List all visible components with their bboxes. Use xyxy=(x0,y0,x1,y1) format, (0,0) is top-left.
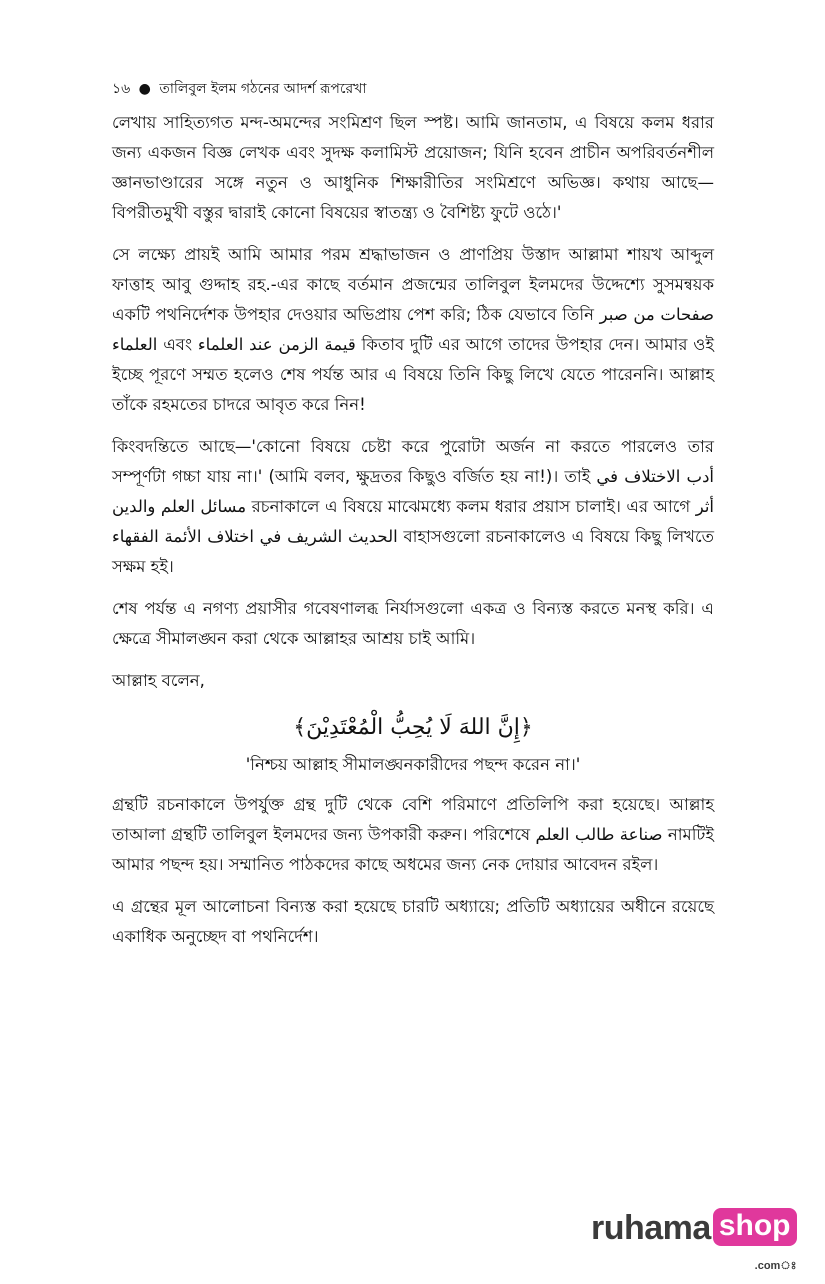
paragraph-7: এ গ্রন্থের মূল আলোচনা বিন্যস্ত করা হয়েছে চারটি অধ্যায়ে; প্রতিটি অধ্যায়ের অধীনে রয়েছে একাধিক অনুচ্ছেদ বা পথনির্দেশ। xyxy=(112,897,714,946)
logo-shop-text: shop xyxy=(718,1209,791,1242)
paragraph-6-text-a: গ্রন্থটি রচনাকালে উপর্যুক্ত গ্রন্থ দুটি থেকে বেশি পরিমাণে প্রতিলিপি করা হয়েছে। আল্লাহ তাআলা গ্রন্থটি তালিবুল ইলমদের জন্য উপকারী করুন। পরিশেষে xyxy=(112,795,714,844)
header-separator: ● xyxy=(138,81,151,97)
arabic-book-title-2: قيمة الزمن عند العلماء xyxy=(197,335,356,354)
verse-translation: 'নিশ্চয় আল্লাহ সীমালঙ্ঘনকারীদের পছন্দ করেন না।' xyxy=(245,755,581,774)
page-body xyxy=(112,78,714,964)
paragraph-2-text-a: সে লক্ষ্যে প্রায়ই আমি আমার পরম শ্রদ্ধাভাজন ও প্রাণপ্রিয় উস্তাদ আল্লামা শায়খ আব্দুল ফাত্তাহ আবু গুদ্দাহ রহ.-এর কাছে বর্তমান প্রজন্মের তালিবুল ইলমদের উদ্দেশ্যে সুসমন্বয়ক একটি পথনির্দেশক উপহার দেওয়ার অভিপ্রায় পেশ করি; ঠিক যেভাবে তিনি xyxy=(112,245,714,324)
paragraph-4: শেষ পর্যন্ত এ নগণ্য প্রয়াসীর গবেষণালব্ধ নির্যাসগুলো একত্র ও বিন্যস্ত করতে মনস্থ করি। এ ক্ষেত্রে সীমালঙ্ঘন করা থেকে আল্লাহর আশ্রয় চাই আমি। xyxy=(112,599,714,648)
arabic-book-title-4: أثر الحديث الشريف في اختلاف الأئمة الفقهاء xyxy=(112,497,714,546)
arabic-book-title-1: صفحات من صبر العلماء xyxy=(112,305,714,354)
running-header xyxy=(112,78,714,100)
paragraph-6-text-b: নামটিই আমার পছন্দ হয়। সম্মানিত পাঠকদের কাছে অধমের জন্য নেক দোয়ার আবেদন রইল। xyxy=(112,825,714,874)
paragraph-2-text-b: এবং xyxy=(163,335,193,354)
ruhamashop-logo xyxy=(591,1208,797,1272)
paragraph-2 xyxy=(112,240,714,420)
paragraph-2-text-c: কিতাব দুটি এর আগে তাদের উপহার দেন। আমার ওই ইচ্ছে পূরণে সম্মত হলেও শেষ পর্যন্ত আর এ বিষয়ে তিনি কিছু লিখে যেতে পারেননি। আল্লাহ তাঁকে রহমতের চাদরে আবৃত করে নিন! xyxy=(112,335,714,414)
quran-verse: ﴿إِنَّ اللهَ لَا يُحِبُّ الْمُعْتَدِيْنَ﴾ xyxy=(293,715,533,740)
arabic-book-title-5: صناعة طالب العلم xyxy=(535,825,663,844)
paragraph-3-text-c: বাহাসগুলো রচনাকালেও এ বিষয়ে কিছু লিখতে সক্ষম হই। xyxy=(112,527,715,576)
logo-domain-suffix: .comঃ xyxy=(754,1260,797,1272)
logo-shop-box xyxy=(713,1208,797,1272)
paragraph-5: আল্লাহ বলেন, xyxy=(112,671,205,690)
paragraph-1: লেখায় সাহিত্যগত মন্দ-অমন্দের সংমিশ্রণ ছিল স্পষ্ট। আমি জানতাম, এ বিষয়ে কলম ধরার জন্য একজন বিজ্ঞ লেখক এবং সুদক্ষ কলামিস্ট প্রয়োজন; যিনি হবেন প্রাচীন অপরিবর্তনশীল জ্ঞানভাণ্ডারের সঙ্গে নতুন ও আধুনিক শিক্ষারীতির সংমিশ্রণে অভিজ্ঞ। কথায় আছে—বিপরীতমুখী বস্তুর দ্বারাই কোনো বিষয়ের স্বাতন্ত্র্য ও বৈশিষ্ট্য ফুটে ওঠে।' xyxy=(112,113,714,222)
paragraph-6 xyxy=(112,790,714,880)
paragraph-3 xyxy=(112,432,714,582)
page-number: ১৬ xyxy=(112,81,131,97)
logo-text: ruhama xyxy=(591,1209,711,1247)
book-title: তালিবুল ইলম গঠনের আদর্শ রূপরেখা xyxy=(159,81,367,97)
arabic-book-title-3: أدب الاختلاف في مسائل العلم والدين xyxy=(112,467,715,516)
paragraph-3-text-a: কিংবদন্তিতে আছে—'কোনো বিষয়ে চেষ্টা করে পুরোটা অর্জন না করতে পারলেও তার সম্পূর্ণটা গচ্চা যায় না।' (আমি বলব, ক্ষুদ্রতর কিছুও বর্জিত হয় না!)। তাই xyxy=(112,437,714,486)
paragraph-3-text-b: রচনাকালে এ বিষয়ে মাঝেমধ্যে কলম ধরার প্রয়াস চালাই। এর আগে xyxy=(251,497,691,516)
